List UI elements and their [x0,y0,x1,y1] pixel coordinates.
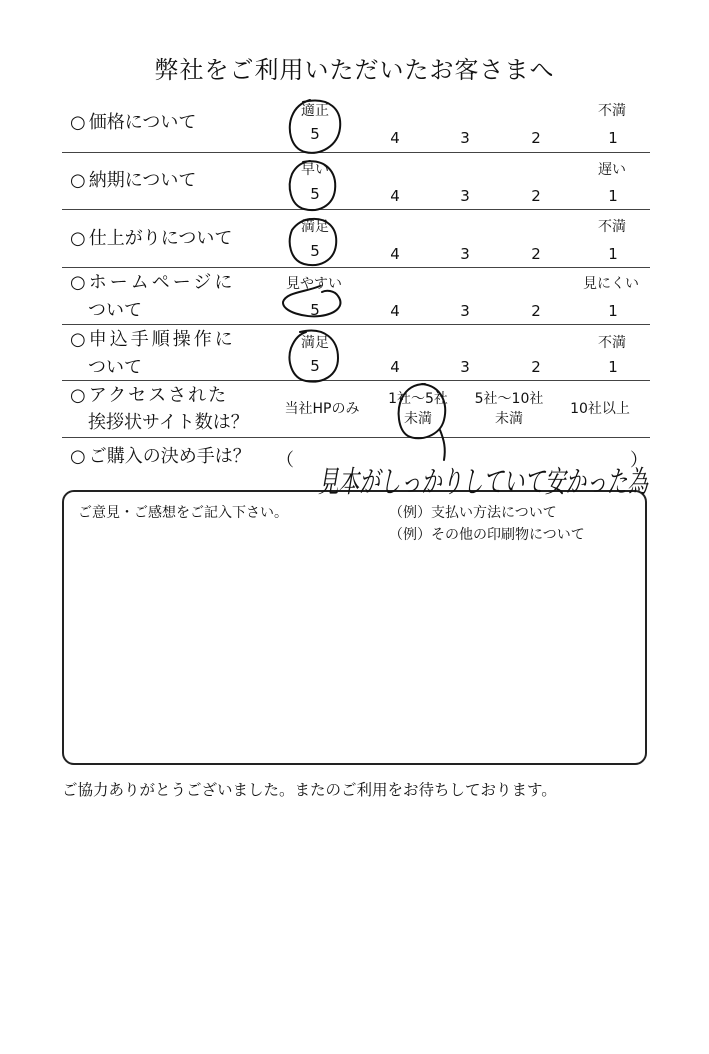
option-own-site-only[interactable]: 当社HPのみ [284,401,360,417]
scale-1[interactable]: 1 [608,358,618,376]
scale-3[interactable]: 3 [460,187,470,205]
scale-5[interactable]: 5 [310,242,320,260]
question-homepage: ○ ホームページに [70,272,236,293]
question-price: ○ 価格について [70,112,197,133]
scale-low-label: 不満 [598,335,626,351]
question-delivery: ○ 納期について [70,170,197,191]
scale-high-label: 満足 [301,335,329,351]
selection-circle [399,384,446,438]
open-paren: （ [276,450,294,471]
scale-2[interactable]: 2 [531,358,541,376]
question-application: ○ 申込手順操作に [70,329,236,350]
question-application-line2: ついて [88,357,142,378]
scale-high-label: 早い [301,162,329,178]
selection-circle [290,331,338,382]
scale-2[interactable]: 2 [531,129,541,147]
option-5-to-10[interactable]: 5社～10社 未満 [474,391,544,427]
scale-5[interactable]: 5 [310,185,320,203]
comment-example-1: （例）支払い方法について [389,505,557,521]
page-title: 弊社をご利用いただいたお客さまへ [154,56,555,84]
scale-1[interactable]: 1 [608,302,618,320]
scale-low-label: 不満 [598,103,626,119]
question-access-line2: 挨拶状サイト数は？ [88,412,249,433]
scale-5[interactable]: 5 [310,301,320,319]
scale-low-label: 遅い [598,162,626,178]
scale-2[interactable]: 2 [531,245,541,263]
scale-3[interactable]: 3 [460,358,470,376]
scale-4[interactable]: 4 [390,187,400,205]
selection-circle [290,219,336,265]
scale-high-label: 見やすい [286,276,342,292]
scale-4[interactable]: 4 [390,245,400,263]
scale-low-label: 見にくい [583,276,639,292]
scale-2[interactable]: 2 [531,302,541,320]
scale-5[interactable]: 5 [310,357,320,375]
handwritten-answer: 見本がしっかりしていて安かった為 [318,465,650,500]
comment-prompt: ご意見・ご感想をご記入下さい。 [78,505,288,521]
option-10-plus[interactable]: 10社以上 [570,401,630,417]
scale-4[interactable]: 4 [390,129,400,147]
footer-thanks: ご協力ありがとうございました。またのご利用をお待ちしております。 [62,781,557,799]
scale-4[interactable]: 4 [390,302,400,320]
comment-example-2: （例）その他の印刷物について [389,527,585,543]
question-decision: ○ ご購入の決め手は？ [70,446,251,467]
scale-1[interactable]: 1 [608,187,618,205]
close-paren: ） [630,450,648,471]
selection-circle [290,100,340,153]
scale-low-label: 不満 [598,219,626,235]
question-access: ○ アクセスされた [70,385,229,406]
scale-high-label: 適正 [301,103,329,119]
scale-2[interactable]: 2 [531,187,541,205]
scale-4[interactable]: 4 [390,358,400,376]
scale-1[interactable]: 1 [608,129,618,147]
scale-3[interactable]: 3 [460,129,470,147]
selection-tail [440,430,445,460]
selection-circle [283,286,340,316]
scale-1[interactable]: 1 [608,245,618,263]
question-finish: ○ 仕上がりについて [70,228,233,249]
option-1-to-5[interactable]: 1社～5社 未満 [388,391,448,427]
question-homepage-line2: ついて [88,300,142,321]
scale-5[interactable]: 5 [310,125,320,143]
selection-circle [290,161,335,210]
scale-3[interactable]: 3 [460,245,470,263]
scale-high-label: 満足 [301,219,329,235]
scale-3[interactable]: 3 [460,302,470,320]
